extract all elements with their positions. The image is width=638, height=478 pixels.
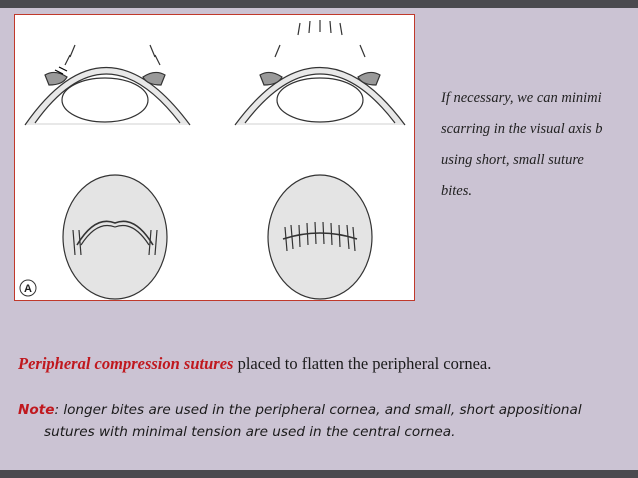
figure-caption — [18, 354, 491, 374]
side-note-line: using short, small suture — [441, 152, 584, 168]
note-text-1: : longer bites are used in the peripheral cornea, and small, short appositional — [54, 402, 582, 418]
note-label: Note — [18, 402, 55, 418]
left-eye-frontal — [63, 175, 167, 299]
caption-emphasis: Peripheral compression sutures — [18, 354, 234, 373]
slide — [0, 8, 638, 470]
panel-label: A — [24, 283, 32, 295]
right-eye-cross-section — [235, 20, 405, 125]
side-note-line: scarring in the visual axis b — [441, 121, 603, 137]
side-note-line: bites. — [441, 183, 473, 199]
note-block — [18, 399, 628, 443]
suture-illustration — [14, 14, 415, 301]
note-line-1 — [18, 399, 628, 421]
eye-cross-section-diagram — [15, 15, 414, 300]
side-note — [441, 83, 638, 207]
caption-rest: placed to flatten the peripheral cornea. — [233, 354, 492, 373]
note-text-2: sutures with minimal tension are used in the central cornea. — [44, 424, 456, 440]
right-eye-frontal — [268, 175, 372, 299]
left-eye-cross-section — [25, 45, 190, 125]
side-note-line: If necessary, we can minimi — [441, 90, 602, 106]
